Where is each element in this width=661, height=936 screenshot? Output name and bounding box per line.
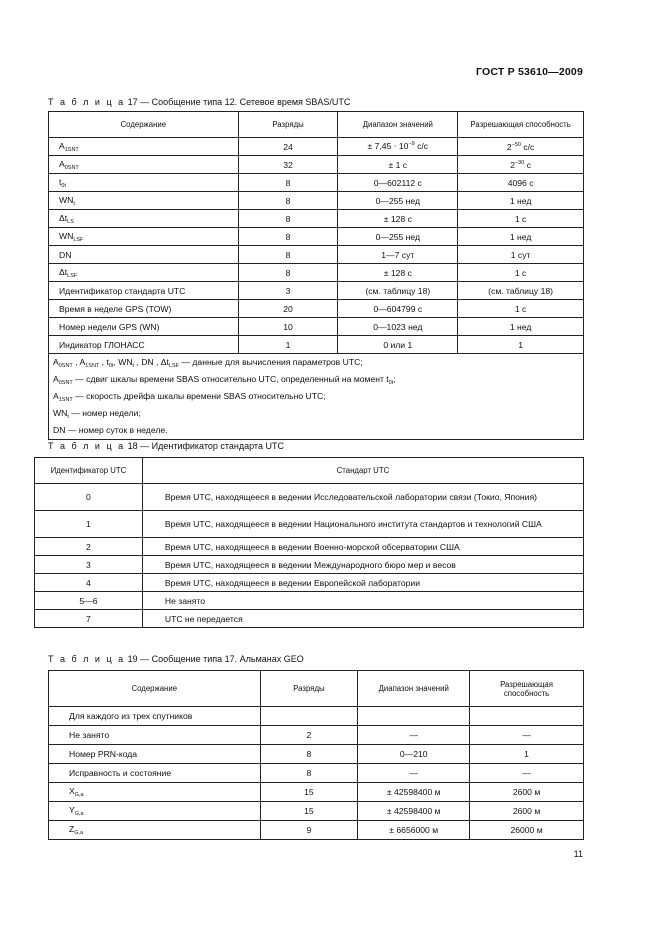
table19-header-row [49, 671, 584, 707]
row-range [338, 174, 458, 192]
row-bits: 15 [260, 783, 358, 802]
table-row [49, 300, 584, 318]
row-bits: 8 [238, 246, 338, 264]
table-row [49, 764, 584, 783]
row-range [338, 246, 458, 264]
row-name: A [59, 140, 65, 151]
table-row [49, 228, 584, 246]
table-row [35, 574, 584, 592]
table19 [48, 670, 584, 840]
row-bits: 8 [238, 192, 338, 210]
utc-id: 4 [35, 574, 143, 592]
row-resolution: 2600 м [470, 802, 584, 821]
res-value: 2 [510, 159, 515, 170]
row-content [49, 174, 239, 192]
utc-id: 5—6 [35, 592, 143, 610]
row-content [49, 228, 239, 246]
row-resolution [458, 138, 584, 156]
table18-header-cell: Идентификатор UTC [35, 458, 143, 484]
note-line-3: $A_{1SNT}$ — скорость дрейфа шкалы времени SBAS относительно UTC; [53, 391, 326, 403]
range-value: ± 128 с [383, 213, 412, 224]
utc-standard [142, 538, 583, 556]
table-row [49, 318, 584, 336]
row-resolution: 26000 м [470, 821, 584, 840]
utc-id: 2 [35, 538, 143, 556]
row-name-sub: 1SNT [64, 146, 79, 153]
row-bits: 8 [260, 745, 358, 764]
note-line-2: $A_{0SNT}$ — сдвиг шкалы времени SBAS относительно UTC, определенный на момент $t_{0t}$; [53, 374, 396, 386]
utc-standard-text: Время UTC, находящееся в ведении Национального института стандартов и технологий США [164, 519, 542, 529]
res-value: 1 с [514, 213, 527, 224]
row-content [49, 210, 239, 228]
table17-header-row [49, 112, 584, 138]
table-row [49, 726, 584, 745]
row-name: Для каждого из трех спутников [69, 711, 193, 721]
row-resolution [458, 336, 584, 354]
row-name: Номер недели GPS (WN) [59, 321, 160, 332]
res-exp: −30 [514, 159, 525, 166]
row-name: Z [69, 824, 75, 834]
row-resolution [458, 174, 584, 192]
utc-id: 0 [35, 484, 143, 511]
utc-standard [142, 610, 583, 628]
table-row [35, 556, 584, 574]
row-content [49, 802, 261, 821]
table17-notes-row [49, 354, 584, 440]
row-range [338, 264, 458, 282]
row-name: Индикатор ГЛОНАСС [59, 339, 145, 350]
row-resolution [458, 192, 584, 210]
table-row [35, 484, 584, 511]
row-bits: 8 [238, 264, 338, 282]
row-bits: 8 [260, 764, 358, 783]
row-bits: 8 [238, 174, 338, 192]
row-name: DN [59, 249, 72, 260]
row-name-sub: G,a [74, 811, 84, 817]
row-content [49, 821, 261, 840]
table17-header-cell: Содержание [49, 112, 239, 138]
table-row [49, 246, 584, 264]
table-row [49, 802, 584, 821]
row-content [49, 156, 239, 174]
table17-notes [49, 354, 584, 440]
utc-standard [142, 556, 583, 574]
row-range [338, 336, 458, 354]
row-content [49, 282, 239, 300]
row-resolution: 2600 м [470, 783, 584, 802]
row-name: Δt [59, 212, 68, 223]
table17 [48, 111, 584, 440]
row-bits: 15 [260, 802, 358, 821]
res-value: (см. таблицу 18) [488, 285, 554, 296]
table18-header-row [35, 458, 584, 484]
res-value: 1 нед [509, 321, 532, 332]
row-content [49, 246, 239, 264]
row-range [338, 318, 458, 336]
range-unit: с/с [414, 141, 429, 151]
row-resolution: — [470, 764, 584, 783]
row-bits: 24 [238, 138, 338, 156]
row-range: 0—210 [358, 745, 470, 764]
table18-header-cell: Стандарт UTC [142, 458, 583, 484]
row-content [49, 726, 261, 745]
row-name: Номер PRN-кода [69, 749, 138, 759]
row-bits [260, 707, 358, 726]
table17-header-cell: Разряды [238, 112, 338, 138]
range-value: 0—255 нед [375, 231, 421, 242]
row-bits: 10 [238, 318, 338, 336]
utc-standard-text: Время UTC, находящееся в ведении Исследовательской лаборатории связи (Токио, Япония) [164, 492, 537, 502]
row-bits: 9 [260, 821, 358, 840]
res-value: 1 с [514, 267, 527, 278]
table-row [49, 192, 584, 210]
range-value: 0—604799 с [373, 303, 423, 314]
row-name-sub: G,a [74, 830, 84, 836]
table-row [35, 538, 584, 556]
utc-standard-text: Не занято [164, 595, 205, 606]
row-bits: 2 [260, 726, 358, 745]
utc-standard [142, 511, 583, 538]
utc-standard [142, 574, 583, 592]
row-range [338, 228, 458, 246]
table19-caption: Т а б л и ц а 19 — Сообщение типа 17. Альманах GEO [48, 654, 304, 664]
row-name-sub: LSF [73, 236, 84, 243]
table18-caption: Т а б л и ц а 18 — Идентификатор стандарта UTC [48, 441, 284, 451]
utc-standard-text: Время UTC, находящееся в ведении Европейской лаборатории [164, 577, 421, 588]
table19-header-cell: Разряды [260, 671, 358, 707]
row-resolution [458, 246, 584, 264]
note-line-1: $A_{0SNT}$ , $A_{1SNT}$ , $t_{0t}$, $WN_t$ , DN , $\Delta t_{LSF}$ — данные для вычисления параметров UTC; [53, 357, 363, 369]
table17-header-cell: Разрешающая способность [458, 112, 584, 138]
row-range [338, 300, 458, 318]
utc-standard [142, 484, 583, 511]
row-resolution: 1 [470, 745, 584, 764]
row-content [49, 336, 239, 354]
row-content [49, 264, 239, 282]
row-range [338, 192, 458, 210]
range-value: ± 128 с [383, 267, 412, 278]
document-header: ГОСТ Р 53610—2009 [475, 66, 583, 78]
table-row [35, 592, 584, 610]
row-bits: 1 [238, 336, 338, 354]
row-bits: 3 [238, 282, 338, 300]
range-value: ± 7,45 ⋅ 10 [367, 141, 409, 151]
range-value: 0 или 1 [383, 339, 413, 350]
row-bits: 8 [238, 210, 338, 228]
row-resolution [458, 210, 584, 228]
row-range: ± 6656000 м [358, 821, 470, 840]
row-name-sub: LSF [67, 272, 78, 279]
row-name: Идентификатор стандарта UTC [59, 285, 186, 296]
range-value: (см. таблицу 18) [365, 285, 431, 296]
row-bits: 20 [238, 300, 338, 318]
row-content [49, 192, 239, 210]
range-value: 1—7 сут [381, 249, 415, 260]
table-row [35, 511, 584, 538]
row-name: Не занято [69, 730, 110, 740]
range-value: 0—602112 с [373, 177, 422, 188]
row-range: — [358, 726, 470, 745]
res-value: 1 сут [510, 249, 531, 260]
row-resolution [470, 707, 584, 726]
res-value: 1 с [514, 303, 527, 314]
table17-header-cell: Диапазон значений [338, 112, 458, 138]
row-range [338, 156, 458, 174]
row-resolution: — [470, 726, 584, 745]
row-name: X [69, 786, 75, 796]
row-content [49, 138, 239, 156]
table-row [49, 336, 584, 354]
row-content [49, 764, 261, 783]
row-name: WN [59, 194, 74, 205]
row-name-sub: LS [67, 218, 74, 225]
table-row [49, 264, 584, 282]
utc-standard [142, 592, 583, 610]
note-line-5: DN — номер суток в неделе. [53, 425, 168, 435]
row-name-sub: G,a [74, 792, 84, 798]
row-resolution [458, 228, 584, 246]
table-row [49, 707, 584, 726]
row-content [49, 300, 239, 318]
row-name: WN [59, 230, 74, 241]
utc-standard-text: UTC не передается [164, 613, 243, 624]
table-row [49, 174, 584, 192]
res-value: 1 нед [509, 231, 532, 242]
row-content [49, 745, 261, 764]
res-unit: с [524, 159, 531, 170]
range-value: 0—1023 нед [373, 321, 423, 332]
table-row [49, 138, 584, 156]
row-range: — [358, 764, 470, 783]
row-name: Y [69, 805, 75, 815]
row-name: t [59, 176, 62, 187]
row-bits: 32 [238, 156, 338, 174]
table-row [35, 610, 584, 628]
table-row [49, 745, 584, 764]
table-row [49, 210, 584, 228]
utc-id: 7 [35, 610, 143, 628]
table18 [34, 457, 584, 628]
res-value: 4096 с [507, 177, 534, 188]
range-value: 0—255 нед [375, 195, 421, 206]
utc-id: 3 [35, 556, 143, 574]
row-content [49, 318, 239, 336]
table-row [49, 156, 584, 174]
range-value: ± 1 с [388, 159, 408, 170]
row-bits: 8 [238, 228, 338, 246]
row-range: ± 42598400 м [358, 802, 470, 821]
row-resolution [458, 300, 584, 318]
row-range [338, 138, 458, 156]
res-value: 2 [506, 141, 512, 152]
utc-standard-text: Время UTC, находящееся в ведении Военно-морской обсерватории США [164, 541, 460, 552]
res-exp: −50 [511, 141, 521, 148]
range-exp: −9 [408, 141, 415, 147]
table-row [49, 282, 584, 300]
row-name: Исправность и состояние [69, 768, 172, 778]
utc-standard-text: Время UTC, находящееся в ведении Международного бюро мер и весов [164, 559, 456, 570]
row-name-sub: 0t [61, 182, 66, 189]
row-name: A [59, 158, 65, 169]
row-resolution [458, 264, 584, 282]
table19-header-cell: Диапазон значений [358, 671, 470, 707]
res-value: 1 [518, 339, 523, 350]
table17-caption: Т а б л и ц а 17 — Сообщение типа 12. Сетевое время SBAS/UTC [48, 97, 351, 107]
table-row [49, 821, 584, 840]
row-name: Время в неделе GPS (TOW) [59, 303, 172, 314]
row-name-sub: t [73, 200, 75, 207]
row-name: Δt [59, 266, 68, 277]
row-name-sub: 0SNT [64, 164, 79, 171]
row-content [49, 707, 261, 726]
row-range [338, 282, 458, 300]
table19-header-cell: Содержание [49, 671, 261, 707]
note-line-4: $WN_t$ — номер недели; [53, 408, 141, 420]
res-value: 1 нед [509, 195, 532, 206]
res-unit: с/с [520, 141, 535, 152]
row-range [358, 707, 470, 726]
row-resolution [458, 282, 584, 300]
row-range [338, 210, 458, 228]
page-number: 11 [573, 849, 583, 859]
table-row [49, 783, 584, 802]
row-resolution [458, 156, 584, 174]
row-content [49, 783, 261, 802]
row-resolution [458, 318, 584, 336]
row-range: ± 42598400 м [358, 783, 470, 802]
utc-id: 1 [35, 511, 143, 538]
table19-header-cell: Разрешающая способность [470, 671, 584, 707]
